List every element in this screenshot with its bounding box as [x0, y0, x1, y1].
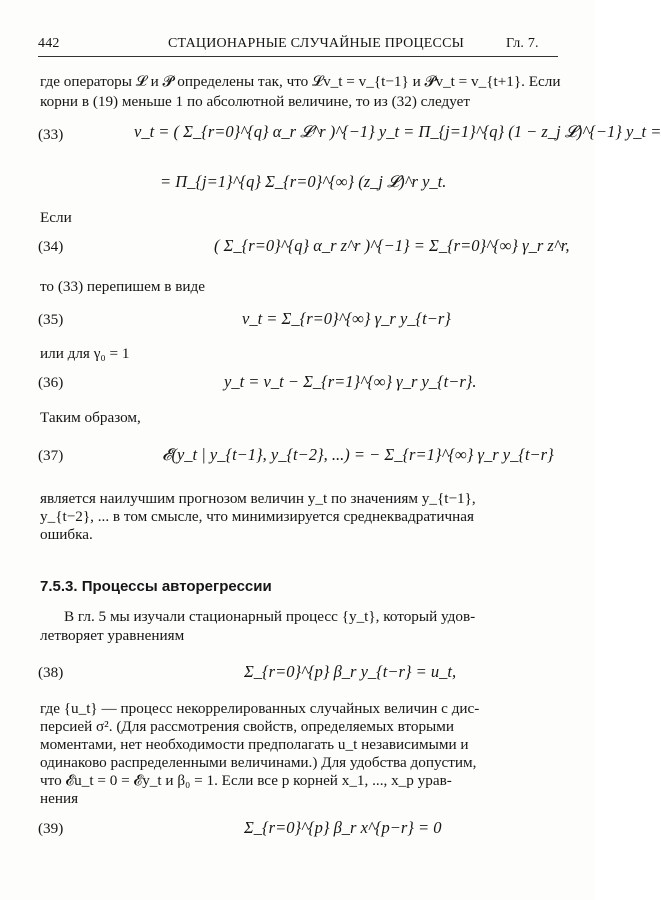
text-line: летворяет уравнениям	[40, 627, 185, 644]
equation-36: y_t = v_t − Σ_{r=1}^{∞} γ_r y_{t−r}.	[224, 372, 477, 391]
equation-number: (35)	[38, 311, 64, 328]
equation-34: ( Σ_{r=0}^{q} α_r z^r )^{−1} = Σ_{r=0}^{∞} γ_r z^r,	[214, 236, 570, 255]
text-line: В гл. 5 мы изучали стационарный процесс {y_t}, который удов-	[64, 608, 476, 625]
text-line: где {u_t} — процесс некоррелированных случайных величин с дис-	[40, 700, 480, 717]
text-line: ошибка.	[40, 526, 93, 543]
equation-number: (34)	[38, 238, 64, 255]
equation-39: Σ_{r=0}^{p} β_r x^{p−r} = 0	[244, 818, 442, 837]
text-line: персией σ². (Для рассмотрения свойств, определяемых вторыми	[40, 718, 454, 735]
equation-38: Σ_{r=0}^{p} β_r y_{t−r} = u_t,	[244, 662, 457, 681]
text-line: y_{t−2}, ... в том смысле, что минимизируется среднеквадратичная	[40, 508, 474, 525]
chapter-label: Гл. 7.	[506, 36, 539, 51]
equation-number: (39)	[38, 820, 64, 837]
text-line: Если	[40, 209, 72, 226]
equation-33-line-1: v_t = ( Σ_{r=0}^{q} α_r 𝓛^r )^{−1} y_t = Π_{j=1}^{q} (1 − z_j 𝓛)^{−1} y_t =	[134, 122, 661, 141]
text-line: нения	[40, 790, 79, 807]
equation-35: v_t = Σ_{r=0}^{∞} γ_r y_{t−r}	[242, 309, 451, 328]
text-line: что 𝓔u_t = 0 = 𝓔y_t и β₀ = 1. Если все p корней x_1, ..., x_p урав-	[40, 772, 452, 789]
text-line: или для γ₀ = 1	[40, 345, 130, 362]
text-line: является наилучшим прогнозом величин y_t по значениям y_{t−1},	[40, 490, 476, 507]
equation-37: 𝓔(y_t | y_{t−1}, y_{t−2}, ...) = − Σ_{r=1}^{∞} γ_r y_{t−r}	[162, 445, 554, 464]
text-line: Таким образом,	[40, 409, 141, 426]
page-number: 442	[38, 36, 60, 51]
text-line: то (33) перепишем в виде	[40, 278, 205, 295]
equation-number: (38)	[38, 664, 64, 681]
running-title: СТАЦИОНАРНЫЕ СЛУЧАЙНЫЕ ПРОЦЕССЫ	[168, 36, 465, 51]
text-line: где операторы 𝓛 и 𝓟 определены так, что 𝓛v_t = v_{t−1} и 𝓟v_t = v_{t+1}. Если	[40, 73, 561, 90]
equation-33-line-2: = Π_{j=1}^{q} Σ_{r=0}^{∞} (z_j 𝓛)^r y_t.	[160, 172, 447, 191]
header-rule	[38, 56, 558, 57]
equation-number: (33)	[38, 126, 64, 143]
text-line: корни в (19) меньше 1 по абсолютной величине, то из (32) следует	[40, 93, 471, 110]
equation-number: (36)	[38, 374, 64, 391]
text-line: одинаково распределенными величинами.) Для удобства допустим,	[40, 754, 477, 771]
equation-number: (37)	[38, 447, 64, 464]
section-heading: 7.5.3. Процессы авторегрессии	[40, 578, 272, 595]
text-line: моментами, нет необходимости предполагать u_t независимыми и	[40, 736, 469, 753]
